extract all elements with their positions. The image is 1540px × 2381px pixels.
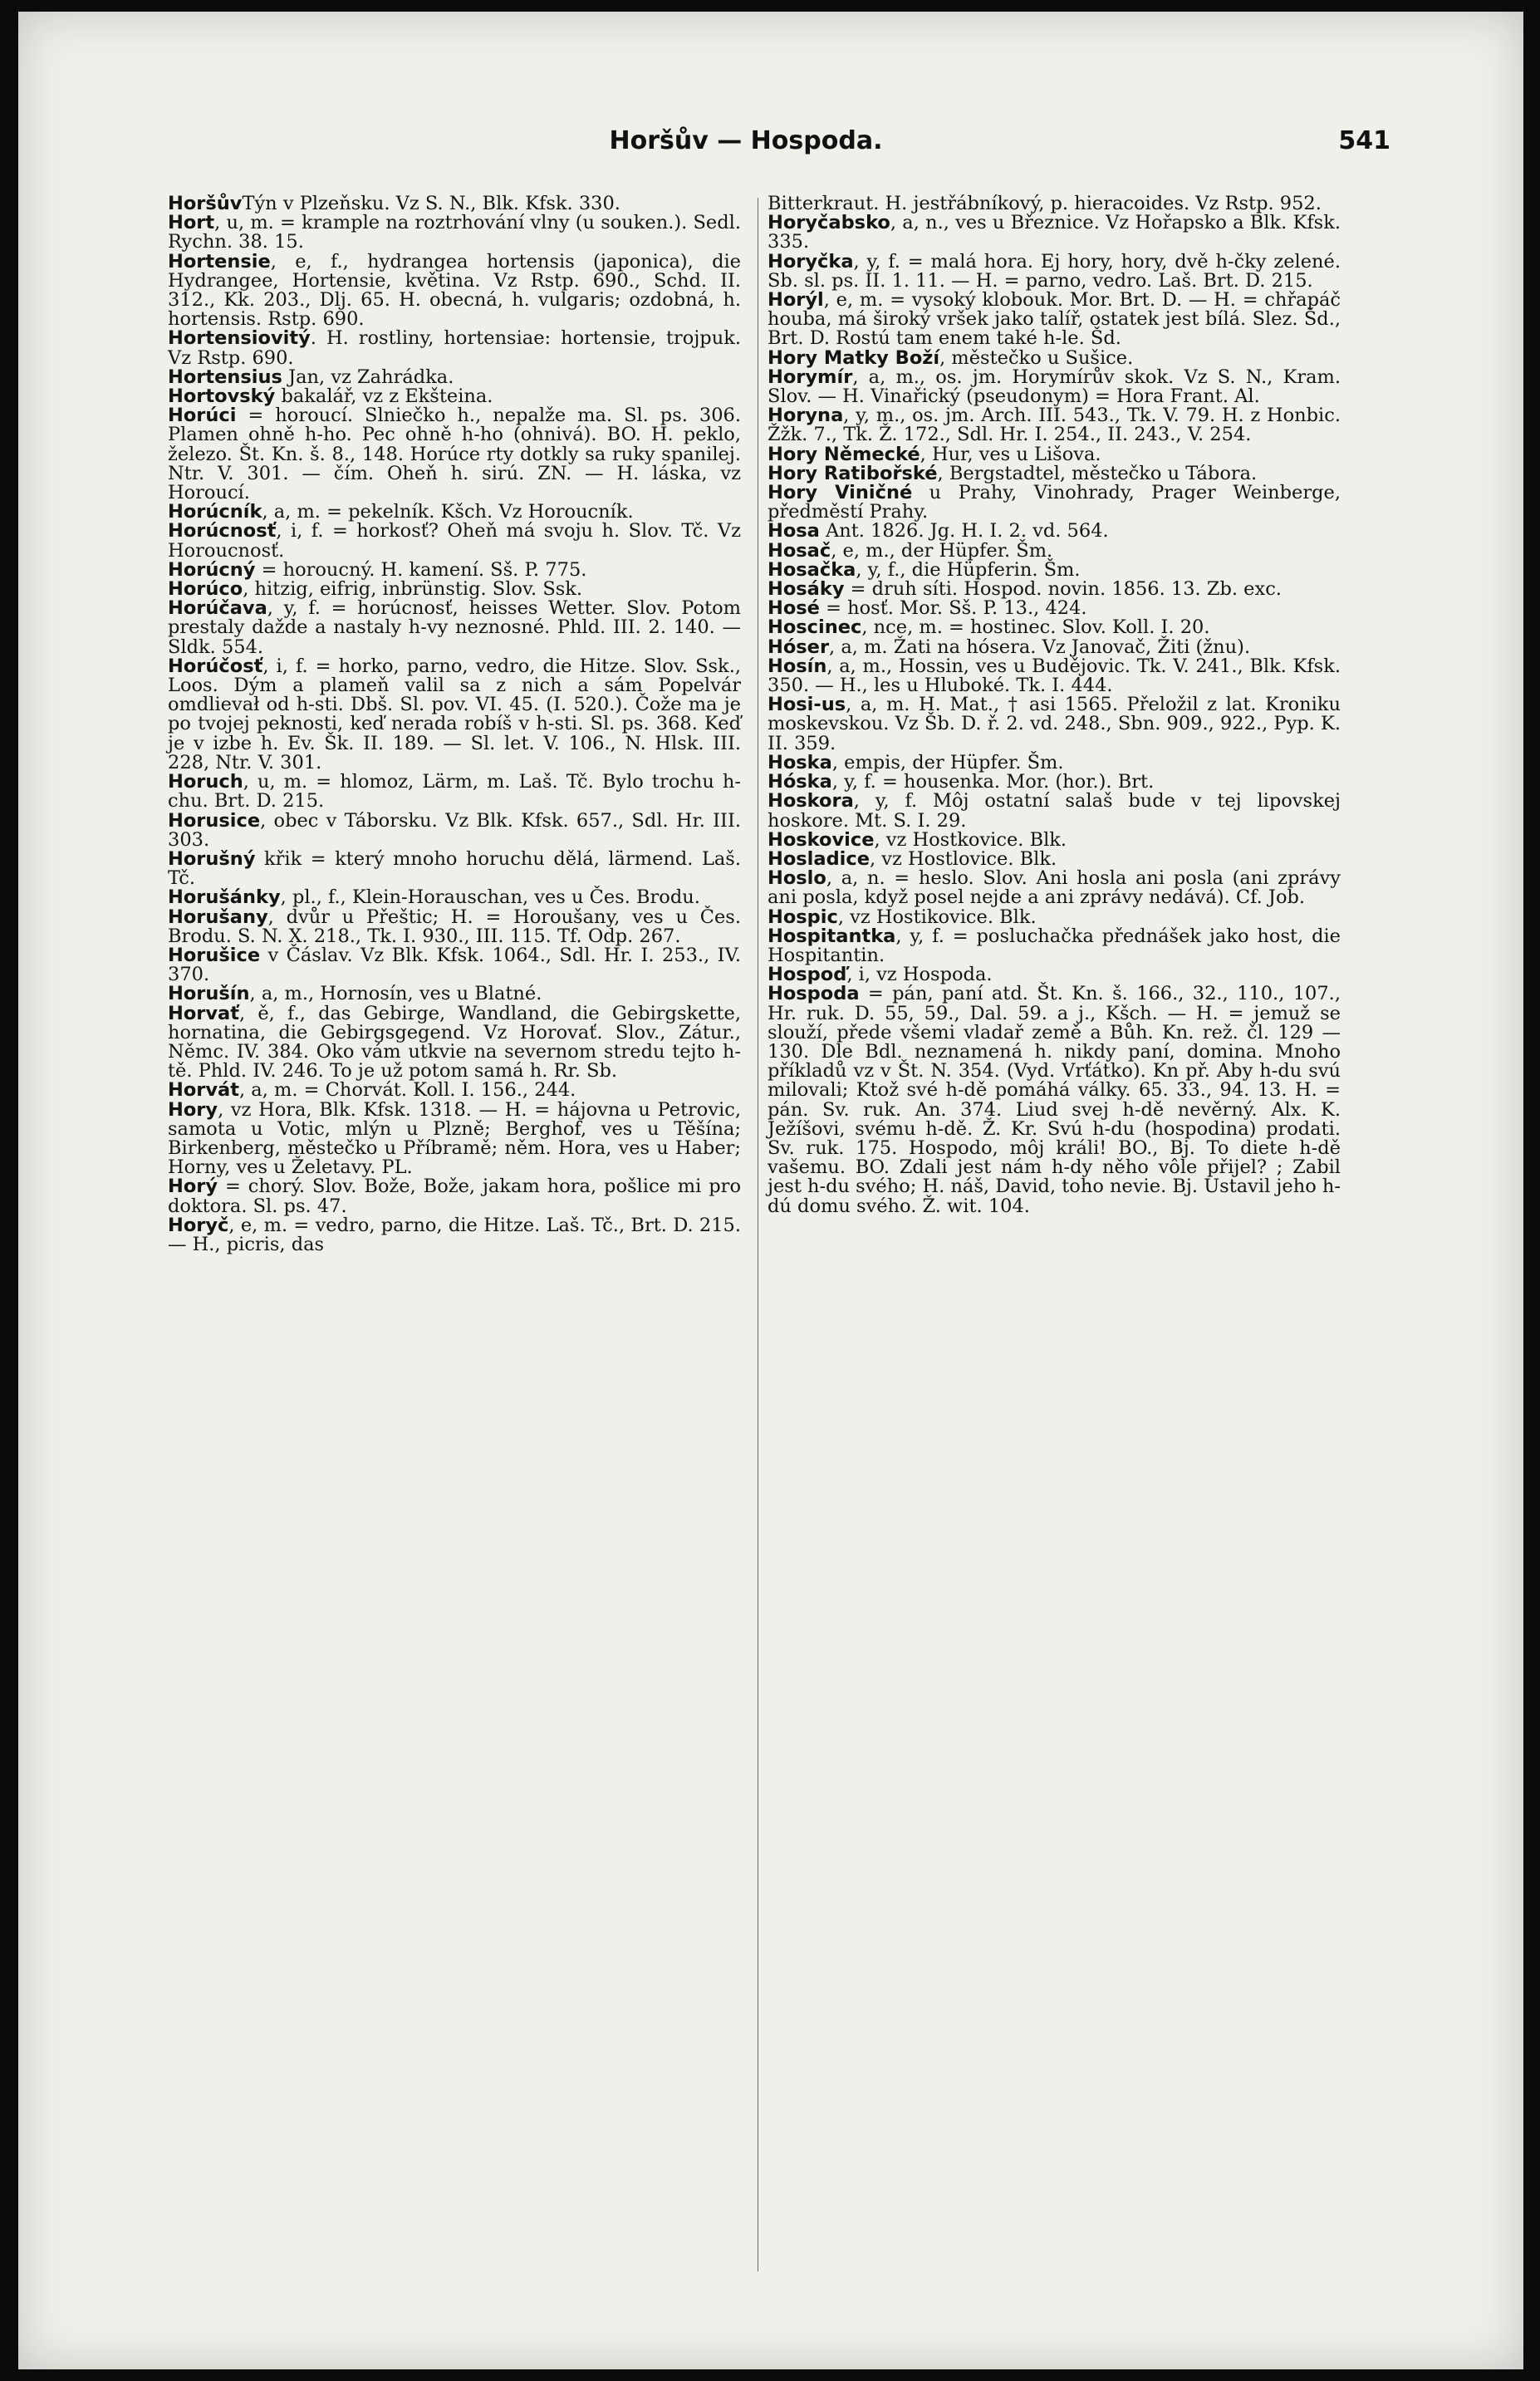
dictionary-entry — [168, 773, 741, 811]
page-number: 541 — [1338, 126, 1390, 155]
dictionary-entry — [768, 792, 1341, 830]
headword: Hortensiovitý — [168, 327, 311, 350]
headword: Hosačka — [768, 558, 856, 581]
entry-text: , obec v Táborsku. Vz Blk. Kfsk. 657., Sdl. Hr. III. 303. — [168, 809, 741, 851]
entry-text: , a, m. = pekelník. Kšch. Vz Horoucník. — [262, 501, 634, 523]
dictionary-entry — [768, 869, 1341, 907]
headword: Horuch — [168, 771, 243, 793]
headword: Horyna — [768, 405, 844, 427]
headword: Hoska — [768, 751, 832, 773]
entry-text: v Čáslav. Vz Blk. Kfsk. 1064., Sdl. Hr. I. 253., IV. 370. — [168, 944, 741, 986]
dictionary-entry — [768, 751, 1341, 773]
dictionary-entry — [768, 214, 1341, 252]
dictionary-entry — [168, 1098, 741, 1179]
headword: Horusice — [168, 809, 261, 832]
headword: Horúco — [168, 578, 243, 601]
dictionary-entry — [168, 387, 741, 406]
entry-text: , nce, m. = hostinec. Slov. Koll. I. 20. — [861, 616, 1210, 639]
headword: Horšův — [168, 193, 243, 214]
entry-text: , e, m. = vysoký klobouk. Mor. Brt. D. — H. = chřapáč houba, má široký vršek jako talíř, ostatek jest bílá. Slez. Šd., Brt. D. Rostú tam enem také h-le. Šd. — [768, 289, 1341, 350]
entry-text: , a, m. = Chorvát. Koll. I. 156., 244. — [239, 1079, 576, 1102]
entry-text: . H. rostliny, hortensiae: hortensie, trojpuk. Vz Rstp. 690. — [168, 327, 741, 369]
headword: Horyčka — [768, 250, 854, 272]
entry-text: , městečko u Sušice. — [939, 346, 1134, 369]
dictionary-entry — [168, 503, 741, 522]
entry-text: , i, f. = horkosť? Oheň má svoju h. Slov. Tč. Vz Horoucnosť. — [168, 520, 741, 562]
headword: Hory Německé — [768, 443, 920, 465]
headword: Hospoda — [768, 983, 860, 1005]
headword: Horvát — [168, 1079, 239, 1102]
dictionary-entry — [168, 368, 741, 387]
dictionary-entry — [768, 657, 1341, 695]
entry-text: , dvůr u Přeštic; H. = Horoušany, ves u Čes. Brodu. S. N. X. 218., Tk. I. 930., III. 115. Tf. Odp. 267. — [168, 906, 741, 947]
dictionary-entry — [768, 522, 1341, 541]
entry-text: , a, n., ves u Březnice. Vz Hořapsko a Blk. Kfsk. 335. — [768, 212, 1341, 253]
headword: Horúčava — [168, 597, 267, 620]
entry-text: , y, f. = horúcnosť, heisses Wetter. Slov. Potom prestaly dažde a nastaly h-vy neznosné. Phld. III. 2. 140. — Sldk. 554. — [168, 597, 741, 658]
running-head: Horšův — Hospoda. — [609, 126, 883, 155]
entry-text: , vz Hostkovice. Blk. — [874, 828, 1067, 851]
entry-text: , y, f., die Hüpferin. Šm. — [856, 558, 1081, 581]
entry-text: křik = který mnoho horuchu dělá, lärmend. Laš. Tč. — [168, 847, 741, 890]
headword: Hospitantka — [768, 925, 896, 947]
headword: Hosladice — [768, 847, 870, 870]
headword: Horúcnosť — [168, 520, 277, 542]
dictionary-entry — [768, 828, 1341, 851]
entry-text: , u, m. = hlomoz, Lärm, m. Laš. Tč. Bylo trochu h-chu. Brt. D. 215. — [168, 771, 741, 812]
dictionary-entry — [168, 946, 741, 984]
headword: Hosé — [768, 597, 820, 620]
dictionary-entry — [768, 368, 1341, 406]
dictionary-entry — [168, 984, 741, 1004]
dictionary-entry — [768, 558, 1341, 581]
dictionary-entry — [168, 522, 741, 560]
entry-text: = pán, paní atd. Št. Kn. š. 166., 32., 110., 107., Hr. ruk. D. 55, 59., Dal. 59. a j., Kšch. — H. = jemuž se slouží, přede všemi vladař země a Bůh. Kn. rež. čl. 129 — 130. Dle Bdl. neznamená h. nikdy paní, domina. Mnoho příkladů vz v Št. N. 354. (Vyd. Vrťátko). Kn př. Aby h-du svú milovali; Ktož své h-dě pomáhá války. 65. 33., 94. 13. H. = pán. Sv. ruk. An. 374. Liud svej h-dě nevěrný. Alx. K. Ježíšovi, svému h-dě. Ž. Kr. Svú h-du (hospodina) prodati. Sv. ruk. 175. Hospodo, môj králi! BO., Bj. To diete h-dě vašemu. BO. Zdali jest nám h-dy něho vôle přijel? ; Zabil jest h-du svého; H. náš, David, toho nevie. Bj. Ustavil jeho h-dú domu svého. Ž. wit. 104. — [768, 983, 1341, 1217]
dictionary-entry — [768, 194, 1341, 214]
entry-text: , y, f. = malá hora. Ej hory, hory, dvě h-čky zelené. Sb. sl. ps. II. 1. 11. — H. = parno, vedro. Laš. Brt. D. 215. — [768, 250, 1341, 292]
entry-text: , pl., f., Klein-Horauschan, ves u Čes. Brodu. — [280, 886, 700, 909]
entry-text: , Bergstadtel, městečko u Tábora. — [937, 462, 1258, 484]
dictionary-entry — [768, 580, 1341, 599]
right-column — [768, 194, 1341, 1216]
headword: Horyčabsko — [768, 212, 890, 234]
headword: Hospic — [768, 906, 838, 928]
headword: Hoslo — [768, 867, 826, 890]
entry-text: = horoucný. H. kamení. Sš. P. 775. — [255, 558, 587, 581]
dictionary-entry — [168, 329, 741, 367]
dictionary-entry — [168, 250, 741, 331]
entry-text: , vz Hostlovice. Blk. — [870, 847, 1057, 870]
headword: Hóser — [768, 636, 830, 658]
headword: Hory Matky Boží — [768, 346, 940, 369]
entry-text: , i, f. = horko, parno, vedro, die Hitze. Slov. Ssk., Loos. Dým a plameň valil sa z nich a sám Popelvár omdlievał od h-sti. Dbš. Sl. pov. VI. 45. (I. 520.). Čože ma je po tvojej peknosti, keď nerada robíš v h-sti. Sl. ps. 368. Keď je v izbe h. Ev. Šk. II. 189. — Sl. let. V. 106., N. Hlsk. III. 228, Ntr. V. 301. — [168, 655, 741, 773]
headword: Hortensie — [168, 250, 271, 272]
dictionary-entry — [168, 214, 741, 252]
dictionary-entry — [168, 1004, 741, 1082]
headword: Horúcník — [168, 501, 262, 523]
entry-text: , a, m. Žati na hósera. Vz Janovač, Žiti (žnu). — [829, 636, 1251, 658]
dictionary-entry — [768, 773, 1341, 792]
dictionary-entry — [168, 888, 741, 907]
headword: Hoskovice — [768, 828, 875, 851]
headword: Horý — [168, 1176, 218, 1198]
entry-text: , vz Hostikovice. Blk. — [837, 906, 1037, 928]
entry-text: , a, m., os. jm. Horymírův skok. Vz S. N., Kram. Slov. — H. Vinařický (pseudonym) = Hora Frant. Al. — [768, 366, 1341, 408]
headword: Hoscinec — [768, 616, 862, 639]
entry-text: Týn v Plzeňsku. Vz S. N., Blk. Kfsk. 330. — [242, 193, 620, 214]
entry-text: bakalář, vz z Ekšteina. — [275, 385, 493, 408]
entry-text: = horoucí. Slniečko h., nepalže ma. Sl. ps. 306. Plamen ohně h-ho. Pec ohně h-ho (ohnivá). BO. H. peklo, železo. Št. Kn. š. 8., 148. Horúce rty dotkly sa ruky spanilej. Ntr. V. 301. — čím. Oheň h. sirú. ZN. — H. láska, vz Horoucí. — [168, 405, 741, 504]
entry-text: Bitterkraut. H. jestřábníkový, p. hieracoides. Vz Rstp. 952. — [768, 193, 1322, 214]
dictionary-entry — [768, 464, 1341, 484]
dictionary-entry — [768, 618, 1341, 637]
headword: Horušany — [168, 906, 268, 928]
dictionary-entry — [768, 291, 1341, 349]
dictionary-entry — [768, 484, 1341, 522]
entry-text: , vz Hora, Blk. Kfsk. 1318. — H. = hájovna u Petrovic, samota u Votic, mlýn u Plzně; Berghof, ves u Těšína; Birkenberg, městečko u Příbramě; něm. Hora, ves u Haber; Horny, ves u Želetavy. PL. — [168, 1098, 741, 1179]
dictionary-entry — [168, 1177, 741, 1215]
headword: Hosač — [768, 539, 831, 562]
entry-text: = chorý. Slov. Bože, Bože, jakam hora, pošlice mi pro doktora. Sl. ps. 47. — [168, 1176, 741, 1217]
headword: Hory Viničné — [768, 482, 913, 504]
headword: Hoskora — [768, 790, 854, 812]
dictionary-entry — [768, 965, 1341, 984]
dictionary-entry — [168, 809, 741, 851]
dictionary-entry — [768, 539, 1341, 562]
headword: Hory Ratibořské — [768, 462, 938, 484]
entry-text: , Hur, ves u Lišova. — [920, 443, 1101, 465]
dictionary-entry — [768, 638, 1341, 657]
entry-text: , e, f., hydrangea hortensis (japonica), die Hydrangee, Hortensie, květina. Vz Rstp. 690., Schd. II. 312., Kk. 203., Dlj. 65. H. obecná, h. vulgaris; ozdobná, h. hortensis. Rstp. 690. — [168, 250, 741, 331]
headword: Hosa — [768, 520, 820, 542]
dictionary-entry — [768, 908, 1341, 927]
headword: Horušice — [168, 944, 261, 966]
headword: Hosín — [768, 655, 827, 677]
entry-text: , i, vz Hospoda. — [846, 964, 993, 986]
dictionary-entry — [168, 558, 741, 581]
left-column — [168, 194, 741, 1254]
dictionary-entry — [168, 847, 741, 890]
headword: Horúci — [168, 405, 237, 427]
dictionary-entry — [768, 346, 1341, 369]
headword: Horyč — [168, 1214, 229, 1236]
entry-text: , y, f. = posluchačka přednášek jako host, die Hospitantin. — [768, 925, 1341, 966]
entry-text: Ant. 1826. Jg. H. I. 2. vd. 564. — [819, 520, 1109, 542]
headword: Horušín — [168, 983, 250, 1005]
entry-text: , u, m. = krample na roztrhování vlny (u souken.). Sedl. Rychn. 38. 15. — [168, 212, 741, 253]
entry-text: , e, m., der Hüpfer. Šm. — [831, 539, 1053, 562]
headword: Horušánky — [168, 886, 281, 909]
dictionary-entry — [768, 927, 1341, 965]
entry-text: , e, m. = vedro, parno, die Hitze. Laš. Tč., Brt. D. 215. — H., picris, das — [168, 1214, 741, 1255]
entry-text: , empis, der Hüpfer. Šm. — [831, 751, 1064, 773]
entry-text: , y, f. = housenka. Mor. (hor.). Brt. — [831, 771, 1155, 793]
dictionary-entry — [768, 406, 1341, 444]
entry-text: = hosť. Mor. Sš. P. 13., 424. — [819, 597, 1087, 620]
entry-text: , y, m., os. jm. Arch. III. 543., Tk. V. 79. H. z Honbic. Žžk. 7., Tk. Ž. 172., Sdl. Hr. I. 254., II. 243., V. 254. — [768, 405, 1341, 446]
dictionary-entry — [168, 1081, 741, 1100]
dictionary-entry — [168, 908, 741, 946]
headword: Horvať — [168, 1002, 239, 1024]
entry-text: = druh síti. Hospod. novin. 1856. 13. Zb. exc. — [844, 578, 1282, 601]
headword: Horýl — [768, 289, 824, 312]
headword: Horúcný — [168, 558, 256, 581]
headword: Hortensius — [168, 366, 282, 388]
entry-text: , a, n. = heslo. Slov. Ani hosla ani posla (ani zprávy ani posla, když posel nejde a ani zprávy nedává). Cf. Job. — [768, 867, 1341, 909]
headword: Hosi-us — [768, 694, 846, 716]
entry-text: u Prahy, Vinohrady, Prager Weinberge, předměstí Prahy. — [768, 482, 1341, 523]
dictionary-entry — [768, 250, 1341, 292]
dictionary-entry — [168, 657, 741, 773]
entry-text: , ě, f., das Gebirge, Wandland, die Gebirgskette, hornatina, die Gebirgsgegend. Vz Horovať. Slov., Zátur., Němc. IV. 384. Oko vám utkvie na severnom stredu tejto h-tě. Phld. IV. 246. To je už potom samá h. Rr. Sb. — [168, 1002, 741, 1082]
dictionary-page — [18, 12, 1523, 2369]
page-header — [168, 126, 1390, 163]
entry-text: , hitzig, eifrig, inbrünstig. Slov. Ssk. — [243, 578, 583, 601]
dictionary-entry — [168, 406, 741, 503]
dictionary-entry — [768, 847, 1341, 870]
headword: Horymír — [768, 366, 853, 388]
dictionary-entry — [768, 695, 1341, 754]
entry-text: , a, m. H. Mat., † asi 1565. Přeložil z lat. Kroniku moskevskou. Vz Šb. D. ř. 2. vd. 248., Sbn. 909., 922., Pyp. K. II. 359. — [768, 694, 1341, 754]
entry-text: Jan, vz Zahrádka. — [282, 366, 454, 388]
headword: Hóska — [768, 771, 832, 793]
dictionary-entry — [168, 1216, 741, 1254]
dictionary-entry — [168, 194, 741, 214]
entry-text: , y, f. Môj ostatní salaš bude v tej lipovskej hoskore. Mt. S. I. 29. — [768, 790, 1341, 832]
headword: Hory — [168, 1098, 218, 1121]
headword: Hort — [168, 212, 215, 234]
headword: Horušný — [168, 847, 256, 870]
dictionary-entry — [768, 599, 1341, 618]
entry-text: , a, m., Hornosín, ves u Blatné. — [249, 983, 542, 1005]
dictionary-entry — [768, 984, 1341, 1215]
headword: Hosáky — [768, 578, 845, 601]
entry-text: , a, m., Hossin, ves u Budějovic. Tk. V. 241., Blk. Kfsk. 350. — H., les u Hluboké. Tk. I. 444. — [768, 655, 1341, 697]
dictionary-entry — [168, 599, 741, 657]
headword: Hortovský — [168, 385, 276, 408]
dictionary-entry — [768, 445, 1341, 464]
headword: Hospoď — [768, 964, 847, 986]
headword: Horúčosť — [168, 655, 263, 677]
dictionary-entry — [168, 580, 741, 599]
